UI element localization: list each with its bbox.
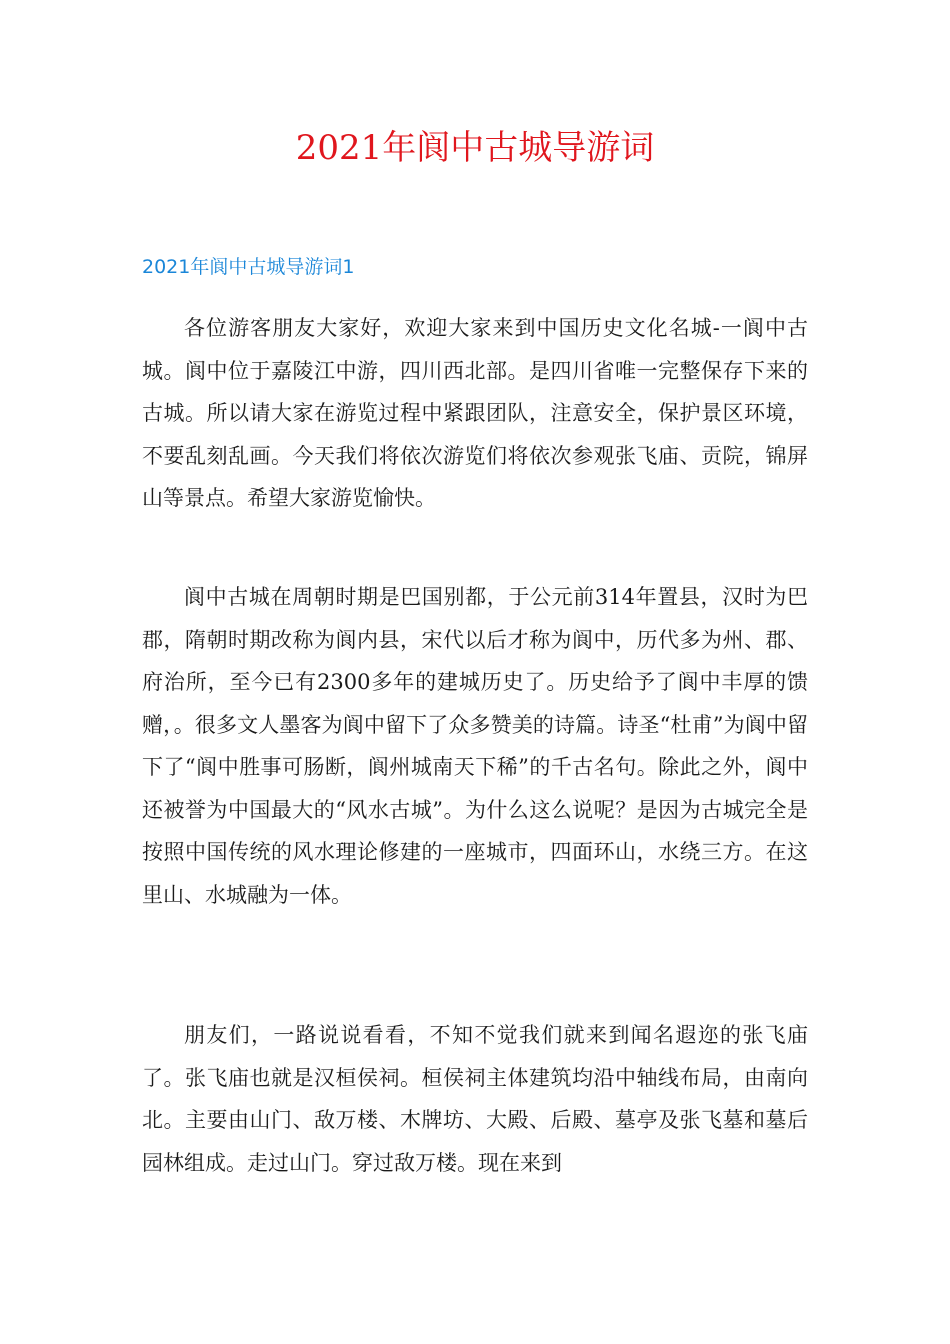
paragraph-2: 阆中古城在周朝时期是巴国别都，于公元前314年置县，汉时为巴郡，隋朝时期改称为阆内县，宋代以后才称为阆中，历代多为州、郡、府治所，至今已有2300多年的建城历史了。历史给予了阆中丰厚的馈赠，。很多文人墨客为阆中留下了众多赞美的诗篇。诗圣“杜甫”为阆中留下了“阆中胜事可肠断，阆州城南天下稀”的千古名句。除此之外，阆中还被誉为中国最大的“风水古城”。为什么这么说呢？是因为古城完全是按照中国传统的风水理论修建的一座城市，四面环山，水绕三方。在这里山、水城融为一体。 <box>142 585 808 907</box>
paragraph-1: 各位游客朋友大家好，欢迎大家来到中国历史文化名城-一阆中古城。阆中位于嘉陵江中游，四川西北部。是四川省唯一完整保存下来的古城。所以请大家在游览过程中紧跟团队，注意安全，保护景区环境，不要乱刻乱画。今天我们将依次游览们将依次参观张飞庙、贡院，锦屏山等景点。希望大家游览愉快。 <box>142 316 808 510</box>
document-title: 2021年阆中古城导游词 <box>295 128 655 168</box>
section-heading: 2021年阆中古城导游词1 <box>142 256 355 278</box>
paragraph-3: 朋友们，一路说说看看，不知不觉我们就来到闻名遐迩的张飞庙了。张飞庙也就是汉桓侯祠。桓侯祠主体建筑均沿中轴线布局，由南向北。主要由山门、敌万楼、木牌坊、大殿、后殿、墓亭及张飞墓和墓后园林组成。走过山门。穿过敌万楼。现在来到 <box>142 1023 808 1175</box>
